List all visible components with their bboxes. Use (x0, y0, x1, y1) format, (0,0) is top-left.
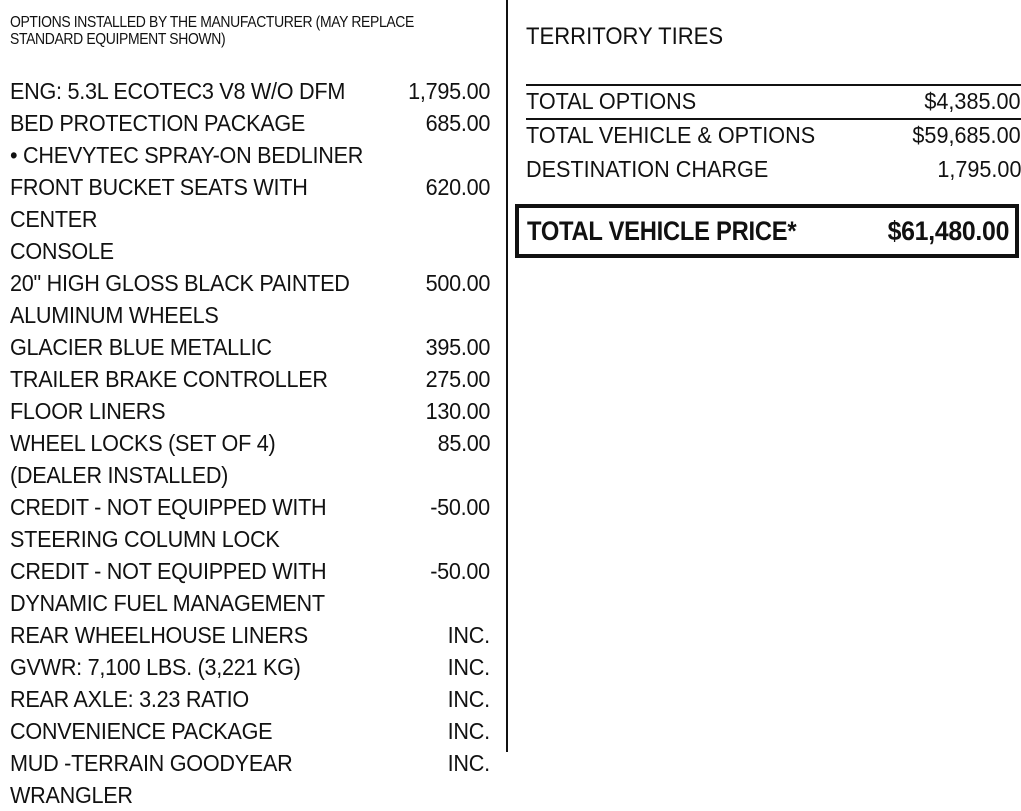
option-price: 130.00 (425, 398, 490, 424)
option-price: INC. (447, 654, 490, 680)
total-vehicle-options-value: $59,685.00 (912, 122, 1021, 148)
option-label: ENG: 5.3L ECOTEC3 V8 W/O DFM (10, 78, 346, 104)
option-row (10, 619, 490, 651)
option-row (10, 459, 490, 491)
option-price: -50.00 (430, 494, 490, 520)
option-price: INC. (447, 686, 490, 712)
total-options-label: TOTAL OPTIONS (526, 88, 697, 114)
total-vehicle-price-value: $61,480.00 (887, 215, 1009, 246)
option-row (10, 587, 490, 619)
option-label: CREDIT - NOT EQUIPPED WITH (10, 494, 327, 520)
destination-charge-label: DESTINATION CHARGE (526, 156, 769, 182)
option-price: 620.00 (425, 174, 490, 200)
option-row (10, 523, 490, 555)
option-price: -50.00 (430, 558, 490, 584)
options-header (10, 14, 478, 48)
total-vehicle-price-label: TOTAL VEHICLE PRICE* (527, 215, 797, 246)
option-label: MUD -TERRAIN GOODYEAR WRANGLER (10, 750, 293, 808)
option-price: 685.00 (425, 110, 490, 136)
option-price: 1,795.00 (408, 78, 490, 104)
options-header-line-1: OPTIONS INSTALLED BY THE MANUFACTURER (MAY REPLACE (10, 14, 414, 31)
option-price: 85.00 (437, 430, 490, 456)
option-row (10, 715, 490, 747)
option-price: INC. (447, 622, 490, 648)
totals-table (526, 84, 1021, 188)
option-label: CONSOLE (10, 238, 114, 264)
option-row (10, 747, 490, 811)
option-price: 275.00 (425, 366, 490, 392)
option-row (10, 491, 490, 523)
option-row (10, 555, 490, 587)
total-vehicle-options-label: TOTAL VEHICLE & OPTIONS (526, 122, 816, 148)
option-label: WHEEL LOCKS (SET OF 4) (10, 430, 276, 456)
option-label: CONVENIENCE PACKAGE (10, 718, 273, 744)
total-vehicle-price-box (515, 204, 1019, 258)
territory-line: TERRITORY TIRES (526, 23, 724, 50)
option-row (10, 235, 490, 267)
option-label: DYNAMIC FUEL MANAGEMENT (10, 590, 325, 616)
total-options-value: $4,385.00 (924, 88, 1021, 114)
option-label: REAR AXLE: 3.23 RATIO (10, 686, 249, 712)
option-label: (DEALER INSTALLED) (10, 462, 229, 488)
option-row (10, 395, 490, 427)
total-vehicle-options-row (526, 120, 1021, 154)
option-row (10, 107, 490, 139)
option-row (10, 683, 490, 715)
option-label: STEERING COLUMN LOCK (10, 526, 280, 552)
option-row (10, 363, 490, 395)
total-options-row (526, 84, 1021, 120)
option-price: 500.00 (425, 270, 490, 296)
option-label: BED PROTECTION PACKAGE (10, 110, 306, 136)
option-label: • CHEVYTEC SPRAY-ON BEDLINER (10, 142, 364, 168)
options-list (10, 75, 490, 811)
option-label: REAR WHEELHOUSE LINERS (10, 622, 308, 648)
option-label: GVWR: 7,100 LBS. (3,221 KG) (10, 654, 301, 680)
option-row (10, 299, 490, 331)
option-row (10, 171, 490, 235)
option-label: FRONT BUCKET SEATS WITH CENTER (10, 174, 308, 232)
option-label: CREDIT - NOT EQUIPPED WITH (10, 558, 327, 584)
option-label: ALUMINUM WHEELS (10, 302, 219, 328)
option-label: 20" HIGH GLOSS BLACK PAINTED (10, 270, 350, 296)
options-column (0, 0, 506, 808)
destination-charge-value: 1,795.00 (936, 156, 1021, 182)
option-row (10, 427, 490, 459)
option-price: INC. (447, 718, 490, 744)
option-label: TRAILER BRAKE CONTROLLER (10, 366, 328, 392)
option-label: GLACIER BLUE METALLIC (10, 334, 272, 360)
option-row (10, 651, 490, 683)
option-row (10, 139, 490, 171)
option-row (10, 331, 490, 363)
destination-charge-row (526, 154, 1021, 188)
options-header-line-2: STANDARD EQUIPMENT SHOWN) (10, 31, 226, 48)
option-price: INC. (447, 750, 490, 776)
option-price: 395.00 (425, 334, 490, 360)
option-label: FLOOR LINERS (10, 398, 166, 424)
option-row (10, 267, 490, 299)
totals-column (508, 0, 1021, 752)
option-row (10, 75, 490, 107)
